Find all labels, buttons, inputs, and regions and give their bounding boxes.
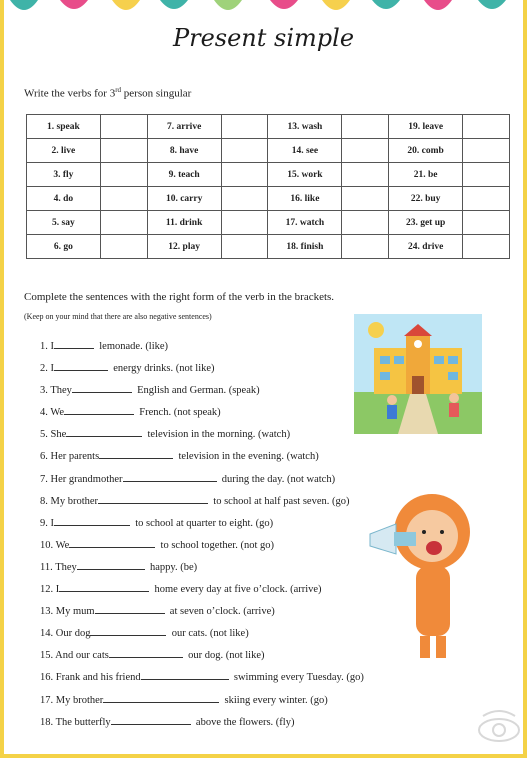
- list-item: 5. She television in the morning. (watch): [40, 426, 364, 448]
- answer-blank[interactable]: [69, 537, 155, 548]
- list-item: 13. My mum at seven o’clock. (arrive): [40, 603, 364, 625]
- instruction-note: (Keep on your mind that there are also negative sentences): [24, 312, 212, 321]
- answer-cell[interactable]: [100, 235, 147, 259]
- answer-cell[interactable]: [221, 163, 268, 187]
- answer-cell[interactable]: [463, 187, 510, 211]
- verb-cell: 14. see: [268, 139, 342, 163]
- verb-cell: 10. carry: [147, 187, 221, 211]
- answer-cell[interactable]: [221, 187, 268, 211]
- verb-cell: 3. fly: [27, 163, 101, 187]
- list-item: 8. My brother to school at half past seven. (go): [40, 493, 364, 515]
- verb-cell: 18. finish: [268, 235, 342, 259]
- answer-cell[interactable]: [463, 163, 510, 187]
- list-item: 9. I to school at quarter to eight. (go): [40, 515, 364, 537]
- list-item: 2. I energy drinks. (not like): [40, 360, 364, 382]
- answer-blank[interactable]: [59, 581, 149, 592]
- school-illustration: [354, 314, 482, 434]
- lion-costume-boy-illustration: [360, 490, 500, 670]
- answer-cell[interactable]: [342, 235, 389, 259]
- answer-cell[interactable]: [221, 211, 268, 235]
- list-item: 7. Her grandmother during the day. (not watch): [40, 471, 364, 493]
- list-item: 10. We to school together. (not go): [40, 537, 364, 559]
- verb-cell: 20. comb: [389, 139, 463, 163]
- verb-cell: 23. get up: [389, 211, 463, 235]
- sentence-list: [40, 338, 364, 736]
- table-row: [27, 115, 510, 139]
- answer-cell[interactable]: [342, 115, 389, 139]
- answer-cell[interactable]: [463, 235, 510, 259]
- list-item: 14. Our dog our cats. (not like): [40, 625, 364, 647]
- answer-blank[interactable]: [77, 559, 145, 570]
- table-row: [27, 235, 510, 259]
- verb-cell: 7. arrive: [147, 115, 221, 139]
- answer-blank[interactable]: [90, 625, 166, 636]
- answer-cell[interactable]: [100, 139, 147, 163]
- verb-cell: 12. play: [147, 235, 221, 259]
- verb-cell: 17. watch: [268, 211, 342, 235]
- answer-blank[interactable]: [98, 493, 208, 504]
- verb-cell: 15. work: [268, 163, 342, 187]
- verb-cell: 9. teach: [147, 163, 221, 187]
- verb-cell: 22. buy: [389, 187, 463, 211]
- list-item: 18. The butterfly above the flowers. (fly): [40, 714, 364, 736]
- list-item: 3. They English and German. (speak): [40, 382, 364, 404]
- verb-cell: 2. live: [27, 139, 101, 163]
- verb-cell: 19. leave: [389, 115, 463, 139]
- answer-cell[interactable]: [342, 139, 389, 163]
- answer-blank[interactable]: [103, 692, 219, 703]
- answer-cell[interactable]: [342, 211, 389, 235]
- answer-cell[interactable]: [221, 235, 268, 259]
- list-item: 6. Her parents television in the evening. (watch): [40, 448, 364, 470]
- page-title: Present simple: [172, 24, 355, 52]
- list-item: 16. Frank and his friend swimming every Tuesday. (go): [40, 669, 364, 691]
- answer-blank[interactable]: [54, 515, 130, 526]
- answer-cell[interactable]: [100, 187, 147, 211]
- list-item: 15. And our cats our dog. (not like): [40, 647, 364, 669]
- verb-cell: 6. go: [27, 235, 101, 259]
- table-row: [27, 163, 510, 187]
- list-item: 1. I lemonade. (like): [40, 338, 364, 360]
- answer-cell[interactable]: [100, 115, 147, 139]
- instruction-verbs: Write the verbs for 3rd person singular: [24, 86, 192, 100]
- answer-cell[interactable]: [342, 187, 389, 211]
- answer-blank[interactable]: [111, 714, 191, 725]
- verb-cell: 11. drink: [147, 211, 221, 235]
- answer-blank[interactable]: [109, 647, 183, 658]
- answer-blank[interactable]: [123, 471, 217, 482]
- eye-watermark-icon: [473, 706, 525, 750]
- page-border-right: [523, 0, 527, 758]
- answer-blank[interactable]: [54, 338, 94, 349]
- verb-cell: 24. drive: [389, 235, 463, 259]
- table-row: [27, 211, 510, 235]
- table-row: [27, 187, 510, 211]
- verb-cell: 21. be: [389, 163, 463, 187]
- verb-cell: 5. say: [27, 211, 101, 235]
- list-item: 17. My brother skiing every winter. (go): [40, 692, 364, 714]
- answer-cell[interactable]: [221, 115, 268, 139]
- answer-cell[interactable]: [100, 211, 147, 235]
- answer-cell[interactable]: [100, 163, 147, 187]
- table-row: [27, 139, 510, 163]
- verb-cell: 4. do: [27, 187, 101, 211]
- bunting-decoration: [0, 0, 527, 22]
- verbs-table: [26, 114, 510, 259]
- answer-blank[interactable]: [141, 669, 229, 680]
- list-item: 4. We French. (not speak): [40, 404, 364, 426]
- page-border-bottom: [0, 754, 527, 758]
- answer-blank[interactable]: [54, 360, 108, 371]
- answer-blank[interactable]: [64, 404, 134, 415]
- instruction-sentences: Complete the sentences with the right form of the verb in the brackets.: [24, 291, 335, 303]
- answer-cell[interactable]: [463, 211, 510, 235]
- answer-cell[interactable]: [221, 139, 268, 163]
- list-item: 11. They happy. (be): [40, 559, 364, 581]
- answer-cell[interactable]: [463, 139, 510, 163]
- answer-blank[interactable]: [99, 448, 173, 459]
- verb-cell: 8. have: [147, 139, 221, 163]
- list-item: 12. I home every day at five o’clock. (arrive): [40, 581, 364, 603]
- verb-cell: 13. wash: [268, 115, 342, 139]
- answer-blank[interactable]: [72, 382, 132, 393]
- answer-blank[interactable]: [95, 603, 165, 614]
- answer-blank[interactable]: [66, 426, 142, 437]
- answer-cell[interactable]: [463, 115, 510, 139]
- verb-cell: 1. speak: [27, 115, 101, 139]
- page-border-left: [0, 0, 4, 758]
- answer-cell[interactable]: [342, 163, 389, 187]
- verb-cell: 16. like: [268, 187, 342, 211]
